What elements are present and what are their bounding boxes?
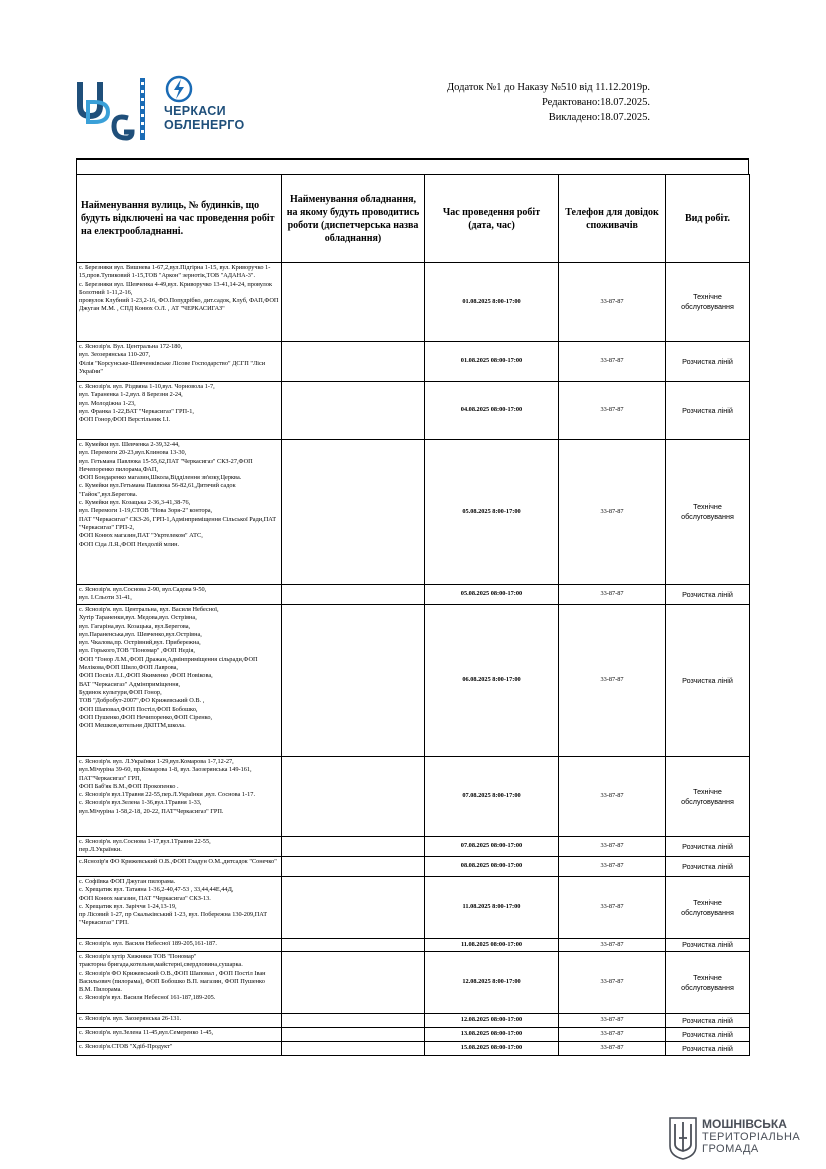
row-work-type: Розчистка ліній [666,1014,750,1028]
row-work-type: Розчистка ліній [666,382,750,440]
company-logo [76,76,256,142]
row-addresses: с. Яснозір'я хутір Хижняки ТОВ "Пономар" тракторна бригада,котельня,майстерні,свердловина,сушарка. с. Яснозір'я ФО Крижевський О.В.,ФОП Шаповал , ФОП Постіл Іван Васильович (пилорама), ФОП Бобошко В.П. магазин, ФОП Пушенко В.М. Пилорама. с. Яснозір'я вул. Василя Небесної 161-187,189-205. [77,952,282,1014]
brand-line-1: ЧЕРКАСИ [164,104,226,118]
brand-name [164,104,245,132]
row-phone: 33-87-87 [559,585,666,605]
row-work-type: Розчистка ліній [666,585,750,605]
col-header-time: Час проведення робіт (дата, час) [425,175,559,263]
row-addresses: с. Софіївка ФОП Джуган пилорама. с. Хрещатик вул. Татаяна 1-36,2-40,47-53 , 33,44,44Е,44Д, ФОП Конюх магазин, ПАТ "Черкасигаз" СКЗ-13. с. Хрещатик вул. Заріччя 1-24,13-19, пр Лісовий 1-27, пр Скальківський 1-23, вул. Побережна 130-209,ПАТ "Черкасигаз" ГРП. [77,877,282,939]
row-time: 04.08.2025 08:00-17:00 [425,382,559,440]
table-row [77,342,750,382]
row-addresses: с.Яснозір'я ФО Крижевський О.В.,ФОП Гладун О.М.,дитсадок "Сонечко" [77,857,282,877]
row-phone: 33-87-87 [559,1028,666,1042]
row-time: 01.08.2025 8:00-17:00 [425,263,559,342]
table-row [77,877,750,939]
document-header [447,80,650,125]
row-phone: 33-87-87 [559,263,666,342]
table-row [77,757,750,837]
row-time: 12.08.2025 8:00-17:00 [425,952,559,1014]
table-row [77,1014,750,1028]
row-equipment [282,952,425,1014]
trident-coat-of-arms-icon [668,1116,698,1160]
row-phone: 33-87-87 [559,440,666,585]
row-equipment [282,1042,425,1056]
table-row [77,939,750,952]
brand-line-2: ОБЛЕНЕРГО [164,118,245,132]
community-line-1: МОШНІВСЬКА [702,1117,787,1131]
table-row [77,585,750,605]
row-phone: 33-87-87 [559,837,666,857]
row-time: 07.08.2025 8:00-17:00 [425,757,559,837]
row-equipment [282,440,425,585]
row-phone: 33-87-87 [559,857,666,877]
table-row [77,952,750,1014]
row-work-type: Технічне обслуговування [666,263,750,342]
outage-schedule-table [76,174,750,1056]
row-time: 11.08.2025 08:00-17:00 [425,939,559,952]
row-addresses: с. Яснозір'я. вул.Соснова 2-90, вул.Садова 9-50, вул. І.Сльоти 31-41, [77,585,282,605]
row-equipment [282,877,425,939]
row-time: 05.08.2025 8:00-17:00 [425,440,559,585]
row-time: 12.08.2025 08:00-17:00 [425,1014,559,1028]
row-time: 08.08.2025 08:00-17:00 [425,857,559,877]
table-row [77,440,750,585]
row-phone: 33-87-87 [559,342,666,382]
table-row [77,605,750,757]
row-phone: 33-87-87 [559,1014,666,1028]
row-phone: 33-87-87 [559,939,666,952]
lightning-emblem-icon [164,74,194,104]
table-row [77,1042,750,1056]
row-addresses: с. Яснозір'я. вул. Л.Українки 1-29,вул.Комарова 1-7,12-27, вул.Мічуріна 39-60, пр.Комарова 1-8, вул. Заозерянська 149-161, ПАТ"Черкасигаз" ГРП, ФОП Баб'як В.М.,ФОП Прокопенко . с. Яснозір'я вул.1Травня 22-55,пер.Л.Українки ,вул. Соснова 1-17. с. Яснозір'я вул.Зелена 1-36,вул.1Травня 1-33, вул.Мічуріна 1-58,2-18, 20-22, ПАТ"Черкасигаз" ГРП. [77,757,282,837]
published-date: Викладено:18.07.2025. [548,112,650,123]
row-addresses: с. Яснозір'я. вул.Соснова 1-17,вул.1Травня 22-55, пер.Л.Українки. [77,837,282,857]
row-equipment [282,263,425,342]
row-time: 01.08.2025 08:00-17:00 [425,342,559,382]
table-row [77,837,750,857]
udg-logo-icon [76,76,162,142]
col-header-streets: Найменування вулиць, № будинків, що будуть відключені на час проведення робіт на електрообладнанні. [77,175,282,263]
row-phone: 33-87-87 [559,952,666,1014]
row-addresses: с. Яснозір'я. вул. Різдвяна 1-10,вул. Чорновола 1-7, вул. Тараненка 1-2,вул. 8 Березня 2-24, вул. Молодіжна 1-23, вул. Франка 1-22,ВАТ "Черкасигаз" ГРП-1, ФОП Гонор,ФОП Верстільник І.І. [77,382,282,440]
row-addresses: с. Березняки вул. Вишнева 1-67,2,вул.Підгірна 1-15, вул. Криворучко 1-15,пров.Тупиковий 1-15,ТОВ "Аркон" зернотік,ТОВ "АДАНА-3". с. Березняки вул. Шевченка 4-49,вул. Криворучко 13-41,14-24, провулок Болотний 1-11,2-16, провулок Клубний 1-23,2-16, ФО.Попудрібко, дит.садок, Клуб, ФАП,ФОП Джуган М.М. , СПД Конюх О.Л. , АТ "ЧЕРКАСИГАЗ" [77,263,282,342]
table-top-frame [76,158,749,174]
table-row [77,1028,750,1042]
table-row [77,857,750,877]
row-equipment [282,837,425,857]
row-phone: 33-87-87 [559,1042,666,1056]
row-addresses: с. Яснозір'я. вул. Василя Небесної 189-205,161-187. [77,939,282,952]
appendix-reference: Додаток №1 до Наказу №510 від 11.12.2019р. [447,82,650,93]
edited-date: Редактовано:18.07.2025. [541,97,650,108]
row-addresses: с. Яснозір'я. вул. Заозерянська 26-131. [77,1014,282,1028]
row-work-type: Розчистка ліній [666,857,750,877]
row-equipment [282,857,425,877]
row-equipment [282,342,425,382]
row-work-type: Технічне обслуговування [666,952,750,1014]
row-work-type: Розчистка ліній [666,605,750,757]
col-header-equipment: Найменування обладнання, на якому будуть проводитись роботи (диспетчерська назва обладнання) [282,175,425,263]
row-work-type: Розчистка ліній [666,1042,750,1056]
row-addresses: с. Яснозір'я. вул. Центральна, вул. Василя Небесної, Хутір Тараненки,вул. Медова,вул. Острівна, вул. Гагаріна,вул. Козацька, вул.Берегова, вул.Параненська,вул. Шевченко,вул.Острівна, вул. Чкалова,пр. Острівний,вул. Прибережна, вул. Горького,ТОВ "Пономар" ,ФОП Недія, ФОП "Гонор Л.М.,ФОП Дражан,Адмінприміщення сільради,ФОП Мелікова,ФОП Шило,ФОП Лаврова, ФОП Посвіл Л.І.,ФОП Якименко ,ФОП Новікова, ВАТ "Черкасигаз" Адмінприміщення, Будинок культури,ФОП Гонор, ТОВ "Добробут-2007",ФО Крижевський О.В. , ФОП Шаповал,ФОП Постіл,ФОП Бобошко, ФОП Пушенко,ФОП Нечипоренко,ФОП Сіренко, ФОП Мешков,котельня ДКПТМ,школа. [77,605,282,757]
row-addresses: с. Кумейки вул. Шевченка 2-39,32-44, вул. Перемоги 20-23,вул.Клинова 13-30, вул. Гетьмана Павлюка 15-55,62,ПАТ "Черкасигаз" СКЗ-27,ФОП Нечепоренко пилорама,ФАП, ФОП Бондаренко магазин,Школа,Відділення зв'язку,Церква. с. Кумейки вул.Гетьмана Павлюка 56-82,61,Дитячий садок "Гайок",вул.Берегова. с. Кумейки вул. Козацька 2-36,3-41,38-76, вул. Перемоги 1-19,СТОВ "Нова Зоря-2" контора, ПАТ "Черкасигаз" СКЗ-26, ГРП-1,Адмінприміщення Сільської Ради,ПАТ "Черкасигаз" ГРП-2, ФОП Конюх магазин,ПАТ "Укртелеком" АТС, ФОП Сіда Л.Я.,ФОП Нехдолій млин. [77,440,282,585]
table-header-row [77,175,750,263]
row-equipment [282,382,425,440]
row-equipment [282,585,425,605]
row-equipment [282,1028,425,1042]
row-time: 13.08.2025 08:00-17:00 [425,1028,559,1042]
col-header-work-type: Вид робіт. [666,175,750,263]
row-phone: 33-87-87 [559,382,666,440]
community-line-2: ТЕРИТОРІАЛЬНА [702,1130,801,1143]
row-phone: 33-87-87 [559,877,666,939]
row-equipment [282,1014,425,1028]
row-equipment [282,757,425,837]
row-work-type: Розчистка ліній [666,837,750,857]
community-watermark [668,1116,808,1160]
row-addresses: с. Яснозір'я. Вул. Центральна 172-180, вул. Зеозерянська 110-207, Філія "Корсунське-Шевченківське Лісове Господарство" ДСГП "Ліси України" [77,342,282,382]
row-phone: 33-87-87 [559,605,666,757]
row-time: 06.08.2025 8:00-17:00 [425,605,559,757]
row-addresses: с. Яснозір'я. вул.Зелена 11-45,вул.Семеренко 1-45, [77,1028,282,1042]
row-work-type: Технічне обслуговування [666,440,750,585]
row-time: 07.08.2025 08:00-17:00 [425,837,559,857]
row-work-type: Технічне обслуговування [666,757,750,837]
row-time: 15.08.2025 08:00-17:00 [425,1042,559,1056]
row-time: 05.08.2025 08:00-17:00 [425,585,559,605]
table-row [77,263,750,342]
col-header-phone: Телефон для довідок споживачів [559,175,666,263]
row-equipment [282,939,425,952]
row-equipment [282,605,425,757]
row-addresses: с. Яснозір'я.СТОВ "Хдіб-Продукт" [77,1042,282,1056]
row-time: 11.08.2025 8:00-17:00 [425,877,559,939]
row-work-type: Технічне обслуговування [666,877,750,939]
community-name [702,1118,800,1156]
row-phone: 33-87-87 [559,757,666,837]
table-row [77,382,750,440]
row-work-type: Розчистка ліній [666,342,750,382]
row-work-type: Розчистка ліній [666,1028,750,1042]
row-work-type: Розчистка ліній [666,939,750,952]
community-line-3: ГРОМАДА [702,1143,759,1155]
